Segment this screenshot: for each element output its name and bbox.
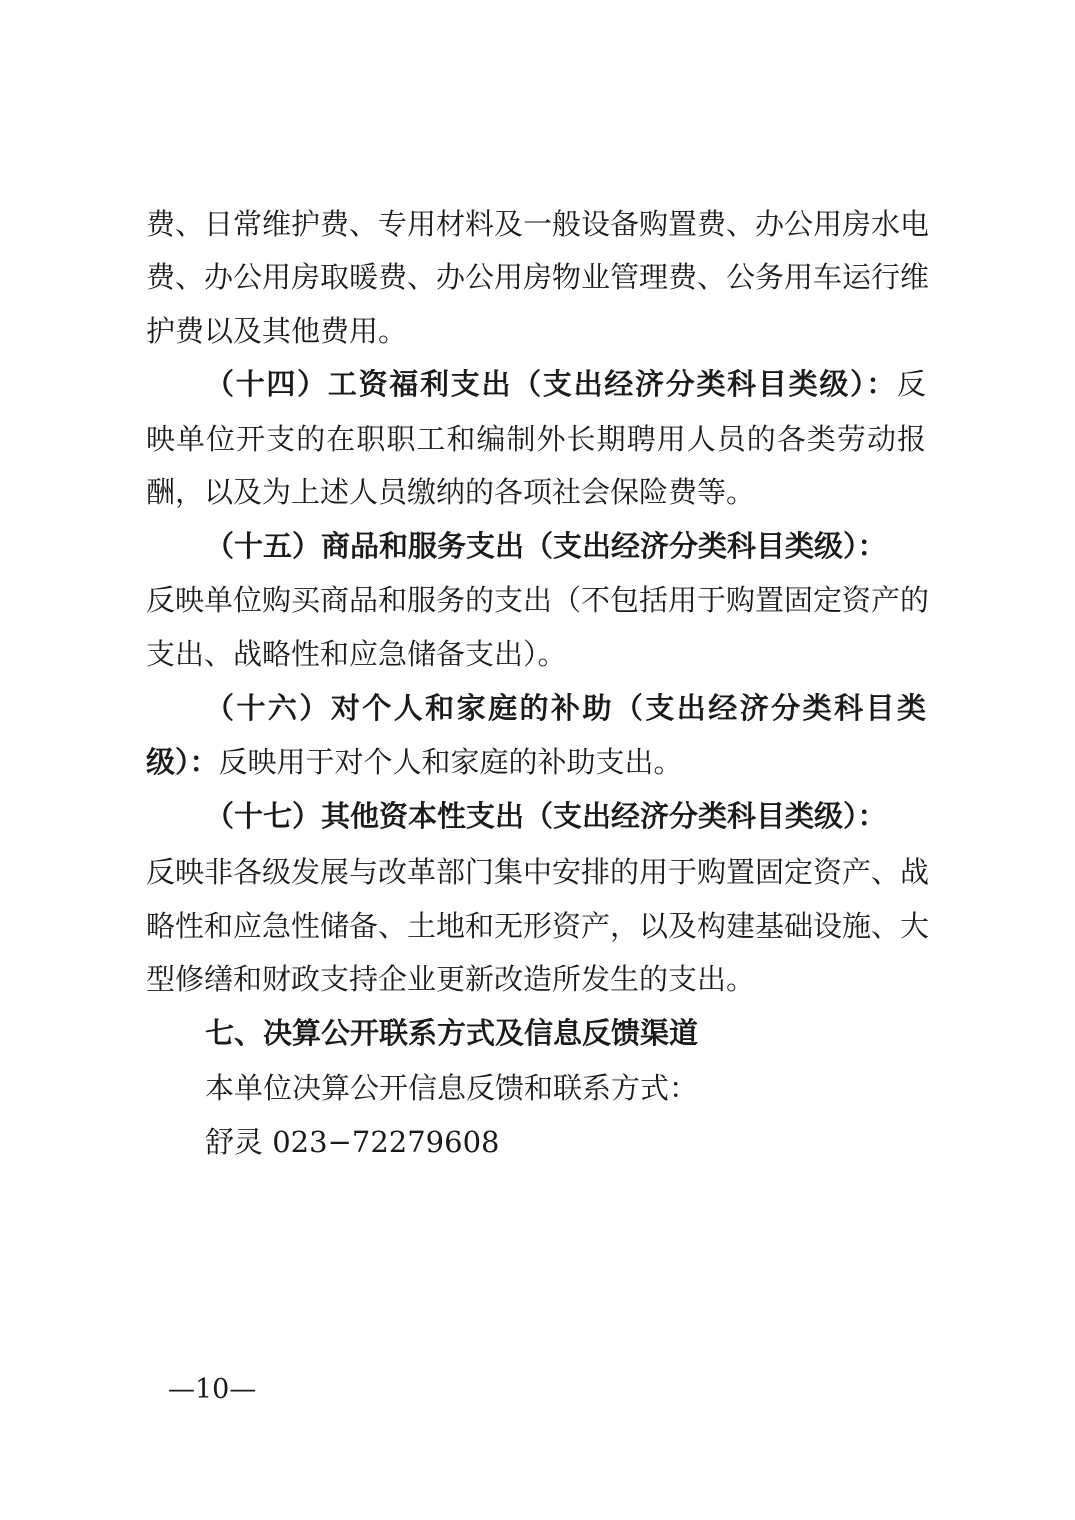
body-text-line: 酬，以及为上述人员缴纳的各项社会保险费等。 <box>146 475 756 509</box>
item-17-heading <box>205 790 926 842</box>
item-16-text: 反映用于对个人和家庭的补助支出。 <box>218 745 683 779</box>
item-15-heading-text: （十五）商品和服务支出（支出经济分类科目类级）： <box>205 529 887 563</box>
body-text-line: 护费以及其他费用。 <box>146 314 408 348</box>
body-text-line: 略性和应急性储备、土地和无形资产，以及构建基础设施、大 <box>146 909 930 943</box>
item-16-heading <box>205 682 926 734</box>
body-text-line: 费、办公用房取暖费、办公用房物业管理费、公务用车运行维 <box>146 260 930 294</box>
item-14-heading: （十四）工资福利支出（支出经济分类科目类级）： <box>205 367 897 401</box>
body-text-line: 映单位开支的在职职工和编制外长期聘用人员的各类劳动报 <box>146 422 926 456</box>
item-16-heading-text: （十六）对个人和家庭的补助（支出经济分类科目类 <box>205 691 926 725</box>
body-text-line: 费、日常维护费、专用材料及一般设备购置费、办公用房水电 <box>146 207 930 241</box>
section-7-title: 七、决算公开联系方式及信息反馈渠道 <box>205 1016 699 1050</box>
item-15-heading <box>205 520 926 572</box>
body-text-line: 型修缮和财政支持企业更新改造所发生的支出。 <box>146 962 756 996</box>
item-14-text-start: 反 <box>896 367 926 401</box>
body-text-line: 支出、战略性和应急储备支出）。 <box>146 637 567 671</box>
page-number: —10— <box>168 1374 257 1405</box>
feedback-intro: 本单位决算公开信息反馈和联系方式： <box>205 1071 699 1105</box>
body-text-line: 反映非各级发展与改革部门集中安排的用于购置固定资产、战 <box>146 855 930 889</box>
item-14-first-line <box>205 358 926 410</box>
item-17-heading-text: （十七）其他资本性支出（支出经济分类科目类级）： <box>205 799 887 833</box>
item-16-heading-end: 级）： <box>146 745 219 779</box>
contact-info: 舒灵 023−72279608 <box>205 1125 500 1159</box>
item-16-second-line <box>146 736 926 788</box>
body-text-line: 反映单位购买商品和服务的支出（不包括用于购置固定资产的 <box>146 583 930 617</box>
